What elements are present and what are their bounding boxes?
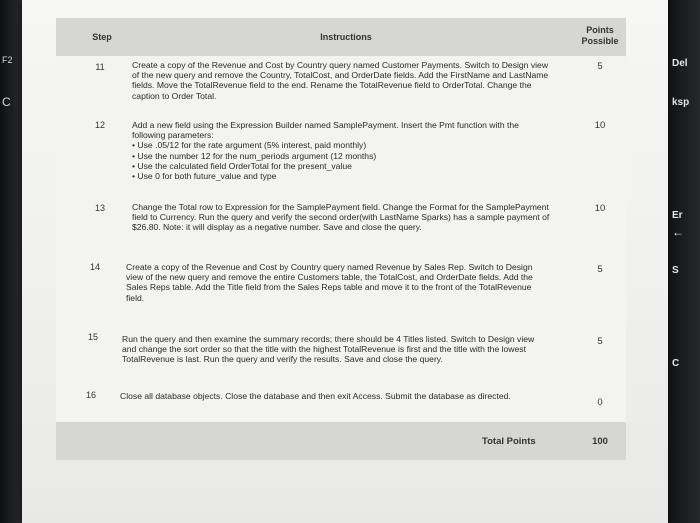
points-value: 5 [597, 264, 603, 275]
step-number: 11 [95, 62, 105, 72]
backspace-key-label: ksp [672, 97, 690, 108]
step-number: 13 [94, 203, 105, 213]
assignment-paper [22, 0, 668, 523]
instruction-text: Change the Total row to Expression for the SamplePayment field. Change the Format for the SamplePayment field to Currency. Run the query and verify the second order(with LastName Sparks) has a sample payment of $26.80. Note: it will display as a negative number. Save and close the query. [132, 202, 550, 233]
instruction-block [132, 120, 542, 181]
c-key-label: C [2, 95, 11, 109]
points-value: 0 [597, 397, 603, 408]
step-number: 16 [85, 390, 96, 400]
table-header-row [56, 18, 626, 56]
s-key-label: S [672, 265, 679, 276]
del-key-label: Del [672, 58, 688, 69]
instruction-text: Close all database objects. Close the database and then exit Access. Submit the database as directed. [120, 391, 511, 401]
points-value: 5 [597, 61, 603, 72]
list-item: • Use the calculated field OrderTotal for the present_value [132, 161, 542, 171]
header-points-possible: Points Possible [581, 25, 619, 46]
points-value: 10 [594, 120, 606, 131]
f2-key-label: F2 [2, 55, 13, 65]
list-item: • Use 0 for both future_value and type [132, 171, 542, 181]
instruction-text: Create a copy of the Revenue and Cost by Country query named Revenue by Sales Rep. Switch to Design view of the new query and remove the entire Customers table, the TotalCost, and OrderDate fields. Add the Sales Reps table. Add the Title field from the Sales Reps table and move it to the front of the TotalRevenue field. [126, 262, 533, 303]
step-number: 15 [87, 332, 98, 342]
instruction-text: Create a copy of the Revenue and Cost by Country query named Customer Payments. Switch to Design view of the new query and remove the Country, TotalCost, and OrderDate fields. Add the FirstName and LastName fields. Move the TotalRevenue field to the end. Rename the TotalRevenue field to OrderTotal. Change the caption to Order Total. [132, 60, 549, 101]
parameter-list [132, 140, 542, 181]
keyboard-right-edge [668, 0, 700, 523]
total-value: 100 [592, 436, 608, 447]
total-row [56, 422, 626, 460]
total-label: Total Points [482, 436, 536, 447]
step-number: 12 [94, 120, 105, 130]
points-value: 5 [597, 336, 603, 347]
points-value: 10 [594, 203, 606, 214]
step-number: 14 [89, 262, 100, 272]
instructions-table [56, 18, 626, 460]
list-item: • Use .05/12 for the rate argument (5% interest, paid monthly) [132, 140, 542, 150]
instruction-intro: Add a new field using the Expression Builder named SamplePayment. Insert the Pmt function with the following parameters: [132, 120, 519, 141]
c-key-label-right: C [672, 358, 680, 369]
keyboard-left-edge [0, 0, 22, 523]
header-instructions: Instructions [320, 32, 372, 42]
instruction-text: Run the query and then examine the summary records; there should be 4 Titles listed. Switch to Design view and change the sort order so that the title with the highest TotalRevenue is first and the title with the lowest TotalRevenue is last. Run the query and verify the results. Save and close the query. [122, 334, 535, 365]
list-item: • Use the number 12 for the num_periods argument (12 months) [132, 151, 542, 161]
header-step: Step [92, 32, 112, 42]
enter-key-label: Er [672, 210, 683, 221]
enter-arrow-icon: ← [672, 225, 684, 239]
